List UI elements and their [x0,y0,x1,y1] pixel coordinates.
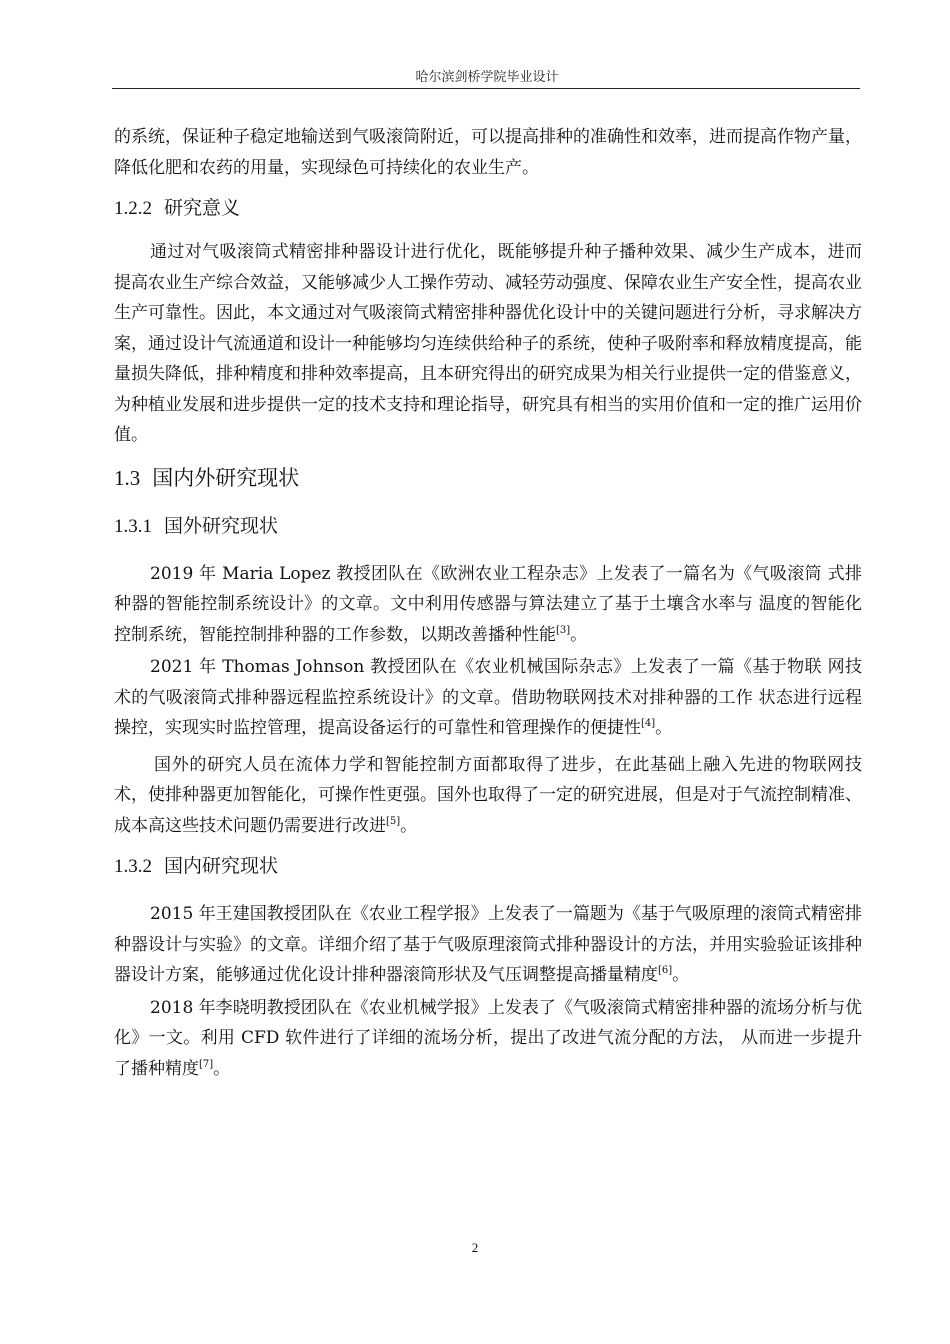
citation-ref: [5] [386,815,401,827]
citation-ref: [7] [199,1058,214,1070]
section-title: 国内研究现状 [164,855,279,877]
paragraph-text: 2021 年 Thomas Johnson 教授团队在《农业机械国际杂志》上发表了一篇《基于物联 网技术的气吸滚筒式排种器远程监控系统设计》的文章。借助物联网技术对排种器的工作 状态进行远程操控，实现实时监控管理，提高设备运行的可靠性和管理操作的便捷性 [114,657,862,738]
paragraph-end: 。 [672,965,690,985]
citation-ref: [4] [641,718,656,729]
paragraph-end: 。 [400,815,418,836]
page-number: 2 [471,1240,479,1255]
paragraph-text: 2018 年李晓明教授团队在《农业机械学报》上发表了《气吸滚筒式精密排种器的流场分析与优化》一文。利用 CFD 软件进行了详细的流场分析，提出了改进气流分配的方法， 从而进一步提升了播种精度 [114,997,862,1079]
section-title: 研究意义 [164,197,241,219]
section-heading-1-3 [114,455,862,503]
foreign-research-paragraph-3 [114,750,862,842]
section-title: 国外研究现状 [164,514,279,537]
page-body [114,122,862,1084]
foreign-research-paragraph-1 [114,559,862,651]
header-rule [112,88,860,89]
paragraph-end: 。 [213,1058,231,1079]
citation-ref: [3] [556,624,571,636]
domestic-research-paragraph-1 [114,899,862,991]
section-number: 1.3.1 [114,515,152,537]
page-header: 哈尔滨剑桥学院毕业设计 [415,70,559,85]
paragraph-end: 。 [570,624,588,645]
intro-paragraph: 的系统，保证种子稳定地输送到气吸滚筒附近，可以提高排种的准确性和效率，进而提高作物产量，降低化肥和农药的用量，实现绿色可持续化的农业生产。 [114,127,862,178]
citation-ref: [6] [658,965,673,976]
paragraph-text: 国外的研究人员在流体力学和智能控制方面都取得了进步，在此基础上融入先进的物联网技术，使排种器更加智能化，可操作性更强。国外也取得了一定的研究进展，但是对于气流控制精准、成本高这些技术问题仍需要进行改进 [114,754,862,836]
paragraph-text: 2015 年王建国教授团队在《农业工程学报》上发表了一篇题为《基于气吸原理的滚筒式精密排种器设计与实验》的文章。详细介绍了基于气吸原理滚筒式排种器设计的方法，并用实验验证该排种器设计方案，能够通过优化设计排种器滚筒形状及气压调整提高播量精度 [114,904,862,985]
paragraph-end: 。 [655,718,673,738]
section-number: 1.3.2 [114,856,152,877]
section-heading-1-2-2 [114,185,862,231]
domestic-research-paragraph-2 [114,993,862,1085]
research-significance-paragraph: 通过对气吸滚筒式精密排种器设计进行优化，既能够提升种子播种效果、减少生产成本，进而提高农业生产综合效益，又能够减少人工操作劳动、减轻劳动强度、保障农业生产安全性，提高农业生产可靠性。因此，本文通过对气吸滚筒式精密排种器优化设计中的关键问题进行分析，寻求解决方案，通过设计气流通道和设计一种能够均匀连续供给种子的系统，使种子吸附率和释放精度提高，能量损失降低，排种精度和排种效率提高，且本研究得出的研究成果为相关行业提供一定的借鉴意义，为种植业发展和进步提供一定的技术支持和理论指导，研究具有相当的实用价值和一定的推广运用价值。 [114,242,862,445]
section-title: 国内外研究现状 [152,465,300,490]
paragraph-text: 2019 年 Maria Lopez 教授团队在《欧洲农业工程杂志》上发表了一篇名为《气吸滚筒 式排种器的智能控制系统设计》的文章。文中利用传感器与算法建立了基于土壤含水率与 温度的智能化控制系统，智能控制排种器的工作参数，以期改善播种性能 [114,563,862,645]
section-heading-1-3-1 [114,503,862,549]
section-number: 1.2.2 [114,198,152,219]
section-number: 1.3 [114,465,141,490]
foreign-research-paragraph-2 [114,652,862,744]
section-heading-1-3-2 [114,843,862,889]
